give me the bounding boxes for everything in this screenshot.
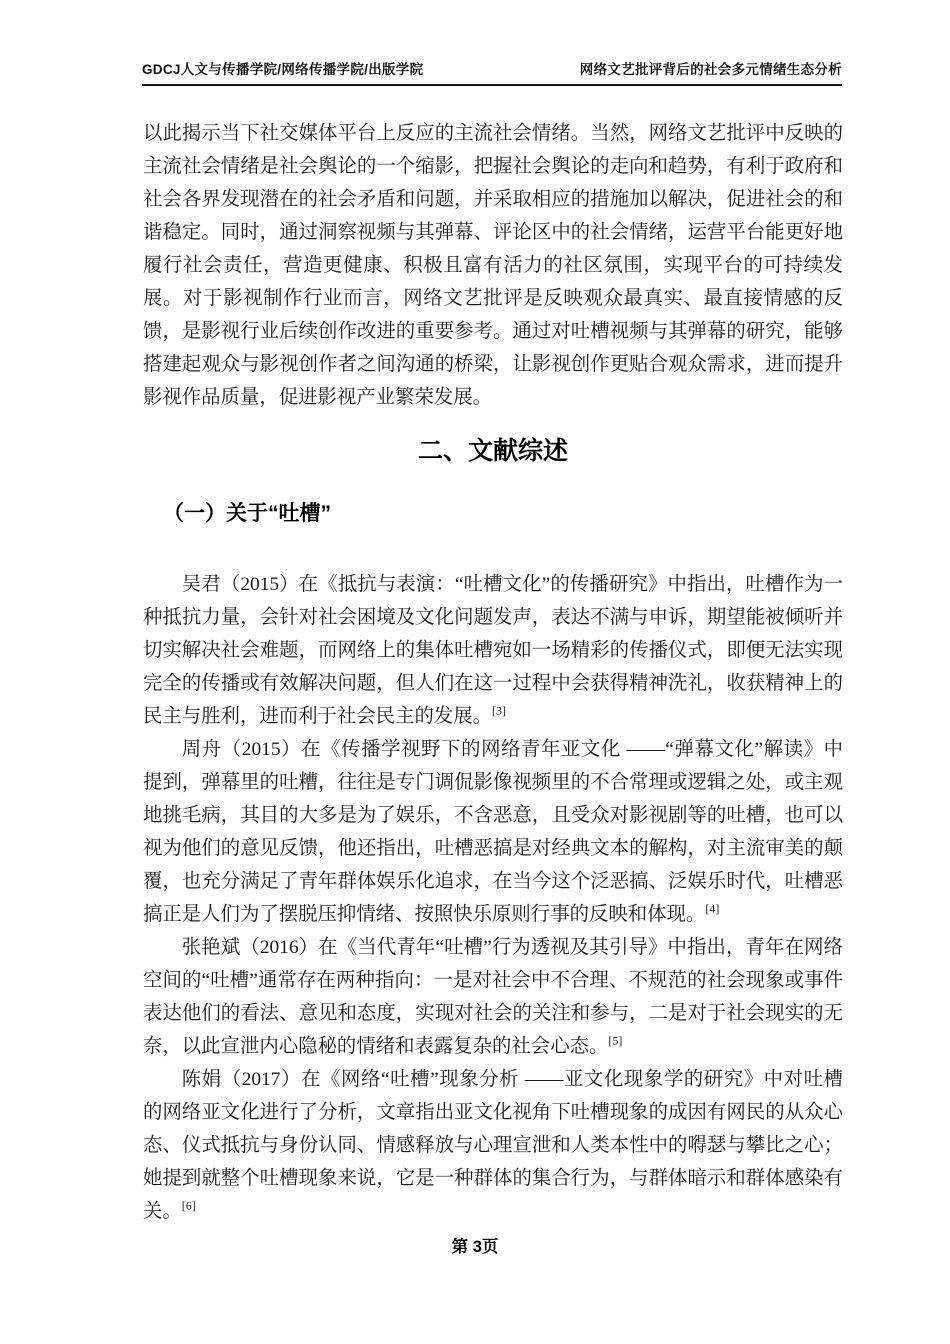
literature-paragraph <box>143 931 843 1063</box>
literature-paragraph-text: 张艳斌（2016）在《当代青年“吐槽”行为透视及其引导》中指出，青年在网络空间的“吐槽”通常存在两种指向：一是对社会中不合理、不规范的社会现象或事件表达他们的看法、意见和态度，实现对社会的关注和参与，二是对于社会现实的无奈，以此宣泄内心隐秘的情绪和表露复杂的社会心态。 <box>143 937 843 1057</box>
section-heading: 二、文献综述 <box>417 437 568 465</box>
page-header <box>142 58 842 86</box>
citation-marker: [6] <box>181 1198 196 1213</box>
subsection-heading: （一）关于“吐槽” <box>163 502 331 525</box>
citation-marker: [3] <box>492 703 507 718</box>
literature-paragraph-text: 吴君（2015）在《抵抗与表演：“吐槽文化”的传播研究》中指出，吐槽作为一种抵抗力量，会针对社会困境及文化问题发声，表达不满与申诉，期望能被倾听并切实解决社会难题，而网络上的集体吐槽宛如一场精彩的传播仪式，即便无法实现完全的传播或有效解决问题，但人们在这一过程中会获得精神洗礼，收获精神上的民主与胜利，进而利于社会民主的发展。 <box>143 574 843 727</box>
citation-marker: [4] <box>705 901 720 916</box>
literature-paragraph <box>143 568 843 733</box>
literature-paragraph <box>143 733 843 931</box>
intro-paragraph: 以此揭示当下社交媒体平台上反应的主流社会情绪。当然，网络文艺批评中反映的主流社会情绪是社会舆论的一个缩影，把握社会舆论的走向和趋势，有利于政府和社会各界发现潜在的社会矛盾和问题，并采取相应的措施加以解决，促进社会的和谐稳定。同时，通过洞察视频与其弹幕、评论区中的社会情绪，运营平台能更好地履行社会责任，营造更健康、积极且富有活力的社区氛围，实现平台的可持续发展。对于影视制作行业而言，网络文艺批评是反映观众最真实、最直接情感的反馈，是影视行业后续创作改进的重要参考。通过对吐槽视频与其弹幕的研究，能够搭建起观众与影视创作者之间沟通的桥梁，让影视创作更贴合观众需求，进而提升影视作品质量，促进影视产业繁荣发展。 <box>143 123 843 408</box>
citation-marker: [5] <box>608 1033 623 1048</box>
literature-paragraphs <box>143 568 843 1228</box>
page-number: 第 3页 <box>451 1238 499 1256</box>
literature-paragraph-text: 陈娟（2017）在《网络“吐槽”现象分析 ——亚文化现象学的研究》中对吐槽的网络亚文化进行了分析，文章指出亚文化视角下吐槽现象的成因有网民的从众心态、仪式抵抗与身份认同、情感释放与心理宣泄和人类本性中的嘚瑟与攀比之心；她提到就整个吐槽现象来说，它是一种群体的集合行为，与群体暗示和群体感染有关。 <box>143 1069 843 1222</box>
header-left-title: GDCJ人文与传播学院/网络传播学院/出版学院 <box>142 62 424 77</box>
literature-paragraph-text: 周舟（2015）在《传播学视野下的网络青年亚文化 ——“弹幕文化”解读》中提到，弹幕里的吐糟，往往是专门调侃影像视频里的不合常理或逻辑之处，或主观地挑毛病，其目的大多是为了娱乐，不含恶意，且受众对影视剧等的吐槽，也可以视为他们的意见反馈，他还指出，吐槽恶搞是对经典文本的解构，对主流审美的颠覆，也充分满足了青年群体娱乐化追求，在当今这个泛恶搞、泛娱乐时代，吐槽恶搞正是人们为了摆脱压抑情绪、按照快乐原则行事的反映和体现。 <box>143 739 843 925</box>
document-body <box>143 117 843 1228</box>
header-right-title: 网络文艺批评背后的社会多元情绪生态分析 <box>579 62 842 77</box>
literature-paragraph <box>143 1063 843 1228</box>
